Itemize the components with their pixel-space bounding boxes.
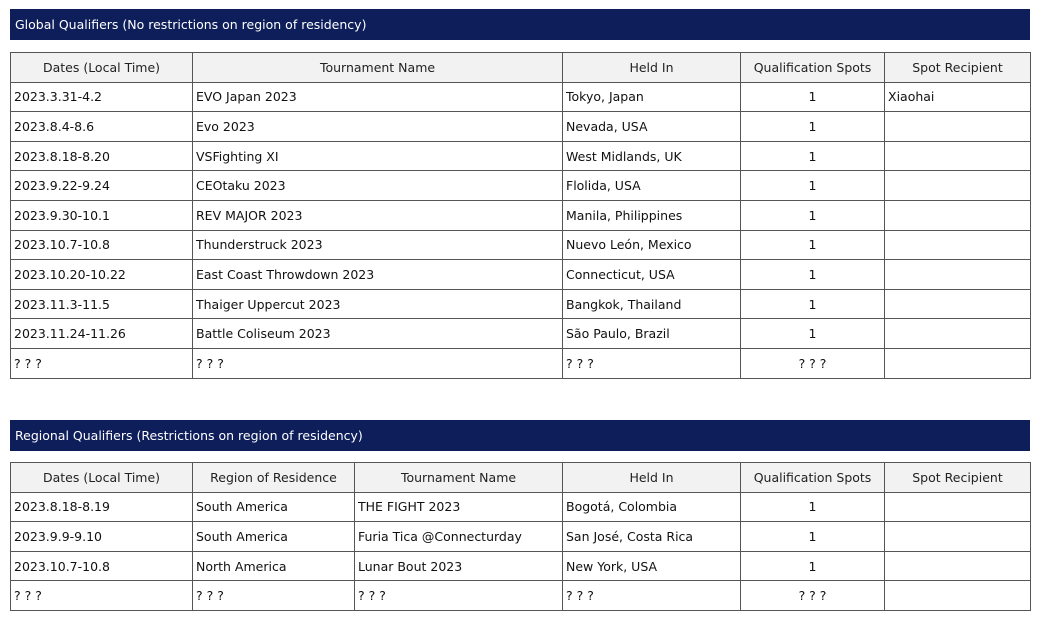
- cell-held-in: Nevada, USA: [563, 112, 741, 142]
- cell-dates: 2023.8.18-8.20: [11, 141, 193, 171]
- cell-region: South America: [193, 492, 355, 522]
- cell-spots: 1: [741, 289, 885, 319]
- cell-recipient: [885, 348, 1031, 378]
- cell-recipient: [885, 319, 1031, 349]
- column-header-held-in: Held In: [563, 463, 741, 493]
- cell-tournament: CEOtaku 2023: [193, 171, 563, 201]
- regional-qualifiers-title: Regional Qualifiers (Restrictions on region of residency): [10, 420, 1030, 451]
- cell-recipient: [885, 200, 1031, 230]
- cell-recipient: [885, 492, 1031, 522]
- cell-recipient: [885, 171, 1031, 201]
- cell-recipient: [885, 112, 1031, 142]
- cell-dates: 2023.11.3-11.5: [11, 289, 193, 319]
- column-header-spots: Qualification Spots: [741, 463, 885, 493]
- cell-held-in: Tokyo, Japan: [563, 82, 741, 112]
- regional-qualifiers-table: [10, 462, 1031, 611]
- table-row: [11, 492, 1031, 522]
- cell-recipient: [885, 230, 1031, 260]
- cell-tournament: REV MAJOR 2023: [193, 200, 563, 230]
- cell-held-in: Connecticut, USA: [563, 260, 741, 290]
- cell-dates: 2023.3.31-4.2: [11, 82, 193, 112]
- table-row: [11, 82, 1031, 112]
- table-row: [11, 230, 1031, 260]
- cell-held-in: São Paulo, Brazil: [563, 319, 741, 349]
- cell-spots: 1: [741, 171, 885, 201]
- cell-held-in: ? ? ?: [563, 581, 741, 611]
- column-header-recipient: Spot Recipient: [885, 463, 1031, 493]
- cell-dates: 2023.9.9-9.10: [11, 522, 193, 552]
- column-header-spots: Qualification Spots: [741, 53, 885, 83]
- cell-spots: ? ? ?: [741, 348, 885, 378]
- cell-spots: ? ? ?: [741, 581, 885, 611]
- table-row: [11, 171, 1031, 201]
- cell-recipient: Xiaohai: [885, 82, 1031, 112]
- table-row: [11, 522, 1031, 552]
- cell-dates: 2023.9.22-9.24: [11, 171, 193, 201]
- cell-spots: 1: [741, 492, 885, 522]
- cell-recipient: [885, 141, 1031, 171]
- cell-tournament: Battle Coliseum 2023: [193, 319, 563, 349]
- column-header-dates: Dates (Local Time): [11, 53, 193, 83]
- cell-dates: 2023.10.7-10.8: [11, 551, 193, 581]
- cell-tournament: ? ? ?: [355, 581, 563, 611]
- cell-tournament: THE FIGHT 2023: [355, 492, 563, 522]
- cell-tournament: Evo 2023: [193, 112, 563, 142]
- cell-tournament: Furia Tica @Connecturday: [355, 522, 563, 552]
- column-header-tournament: Tournament Name: [355, 463, 563, 493]
- cell-region: South America: [193, 522, 355, 552]
- cell-recipient: [885, 522, 1031, 552]
- cell-spots: 1: [741, 82, 885, 112]
- cell-tournament: Lunar Bout 2023: [355, 551, 563, 581]
- cell-held-in: Manila, Philippines: [563, 200, 741, 230]
- cell-tournament: VSFighting XI: [193, 141, 563, 171]
- cell-spots: 1: [741, 141, 885, 171]
- cell-dates: ? ? ?: [11, 348, 193, 378]
- cell-held-in: San José, Costa Rica: [563, 522, 741, 552]
- cell-tournament: ? ? ?: [193, 348, 563, 378]
- cell-tournament: East Coast Throwdown 2023: [193, 260, 563, 290]
- table-row: [11, 200, 1031, 230]
- table-header-row: [11, 463, 1031, 493]
- column-header-recipient: Spot Recipient: [885, 53, 1031, 83]
- cell-dates: 2023.8.18-8.19: [11, 492, 193, 522]
- cell-dates: 2023.10.7-10.8: [11, 230, 193, 260]
- cell-recipient: [885, 551, 1031, 581]
- cell-held-in: New York, USA: [563, 551, 741, 581]
- cell-spots: 1: [741, 522, 885, 552]
- cell-spots: 1: [741, 319, 885, 349]
- cell-held-in: ? ? ?: [563, 348, 741, 378]
- table-row: [11, 319, 1031, 349]
- cell-spots: 1: [741, 230, 885, 260]
- cell-held-in: West Midlands, UK: [563, 141, 741, 171]
- cell-tournament: Thaiger Uppercut 2023: [193, 289, 563, 319]
- cell-region: ? ? ?: [193, 581, 355, 611]
- cell-tournament: EVO Japan 2023: [193, 82, 563, 112]
- cell-dates: 2023.8.4-8.6: [11, 112, 193, 142]
- cell-region: North America: [193, 551, 355, 581]
- column-header-region: Region of Residence: [193, 463, 355, 493]
- global-qualifiers-table: [10, 52, 1031, 379]
- table-row: [11, 348, 1031, 378]
- cell-recipient: [885, 289, 1031, 319]
- cell-recipient: [885, 581, 1031, 611]
- cell-spots: 1: [741, 260, 885, 290]
- cell-dates: 2023.10.20-10.22: [11, 260, 193, 290]
- cell-spots: 1: [741, 200, 885, 230]
- table-row: [11, 289, 1031, 319]
- cell-held-in: Bangkok, Thailand: [563, 289, 741, 319]
- column-header-tournament: Tournament Name: [193, 53, 563, 83]
- cell-dates: ? ? ?: [11, 581, 193, 611]
- cell-recipient: [885, 260, 1031, 290]
- table-row: [11, 260, 1031, 290]
- cell-dates: 2023.11.24-11.26: [11, 319, 193, 349]
- cell-held-in: Flolida, USA: [563, 171, 741, 201]
- table-row: [11, 141, 1031, 171]
- column-header-held-in: Held In: [563, 53, 741, 83]
- column-header-dates: Dates (Local Time): [11, 463, 193, 493]
- table-row: [11, 112, 1031, 142]
- global-qualifiers-title: Global Qualifiers (No restrictions on region of residency): [10, 9, 1030, 40]
- table-row: [11, 581, 1031, 611]
- cell-tournament: Thunderstruck 2023: [193, 230, 563, 260]
- cell-held-in: Bogotá, Colombia: [563, 492, 741, 522]
- table-header-row: [11, 53, 1031, 83]
- cell-held-in: Nuevo León, Mexico: [563, 230, 741, 260]
- cell-dates: 2023.9.30-10.1: [11, 200, 193, 230]
- cell-spots: 1: [741, 551, 885, 581]
- table-row: [11, 551, 1031, 581]
- cell-spots: 1: [741, 112, 885, 142]
